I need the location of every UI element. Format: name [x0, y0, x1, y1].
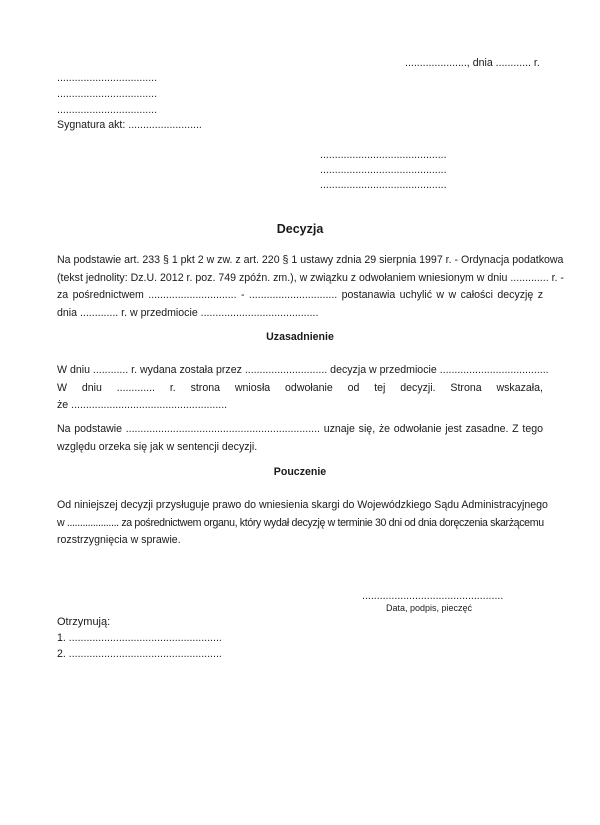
case-reference: Sygnatura akt: ......................... — [57, 119, 202, 131]
instruction-heading: Pouczenie — [273, 466, 327, 478]
instruction-line-1: Od niniejszej decyzji przysługuje prawo do wniesienia skargi do Wojewódzkiego Sądu Administracyjnego — [57, 499, 548, 511]
justification-paragraph-1 — [57, 362, 549, 415]
justification2-line-1: Na podstawie .................................................................. uznaje się, że odwołanie jest zasadne. Z tego — [57, 423, 543, 435]
addressee-line-3: ........................................... — [320, 179, 447, 191]
addressee-line-2: ........................................... — [320, 164, 447, 176]
signature-caption: Data, podpis, pieczęć — [386, 603, 473, 613]
justification-line-2: W dniu ............. r. strona wniosła odwołanie od tej decyzji. Strona wskazała, — [57, 381, 543, 394]
signature-line: ................................................ — [362, 590, 504, 602]
sender-line-2: .................................. — [57, 88, 158, 100]
instruction-line-2: w .................... za pośrednictwem organu, który wydał decyzję w terminie 30 dni od dnia doręczenia skarżącemu — [57, 516, 544, 529]
justification-heading: Uzasadnienie — [266, 331, 334, 343]
decision-line-4: dnia ............. r. w przedmiocie ........................................ — [57, 306, 319, 319]
decision-paragraph — [57, 252, 564, 322]
recipient-item-1: 1. .................................................... — [57, 632, 222, 644]
sender-line-1: .................................. — [57, 72, 158, 84]
justification-line-1: W dniu ............ r. wydana została przez ............................ decyzja w przedmiocie ..................................... — [57, 364, 549, 376]
recipients-label: Otrzymują: — [57, 616, 111, 628]
document-title: Decyzja — [276, 222, 324, 236]
sender-line-3: .................................. — [57, 104, 158, 116]
justification2-line-2: względu orzeka się jak w sentencji decyzji. — [57, 440, 258, 453]
addressee-line-1: ........................................... — [320, 149, 447, 161]
justification-line-3: że ..................................................... — [57, 399, 228, 411]
justification-paragraph-2 — [57, 421, 543, 456]
place-and-date: ....................., dnia ............ r. — [405, 57, 540, 69]
decision-line-2: (tekst jednolity: Dz.U. 2012 r. poz. 749 zpóźn. zm.), w związku z odwołaniem wniesionym w dniu ............. r. - — [57, 271, 564, 284]
instruction-line-3: rozstrzygnięcia w sprawie. — [57, 534, 181, 546]
decision-line-1: Na podstawie art. 233 § 1 pkt 2 w zw. z art. 220 § 1 ustawy zdnia 29 sierpnia 1997 r. - Ordynacja podatkowa — [57, 254, 564, 266]
instruction-paragraph — [57, 497, 548, 550]
recipient-item-2: 2. .................................................... — [57, 648, 222, 660]
decision-line-3: za pośrednictwem .............................. - .............................. postanawia uchylić w w całości decyzję z — [57, 289, 543, 301]
